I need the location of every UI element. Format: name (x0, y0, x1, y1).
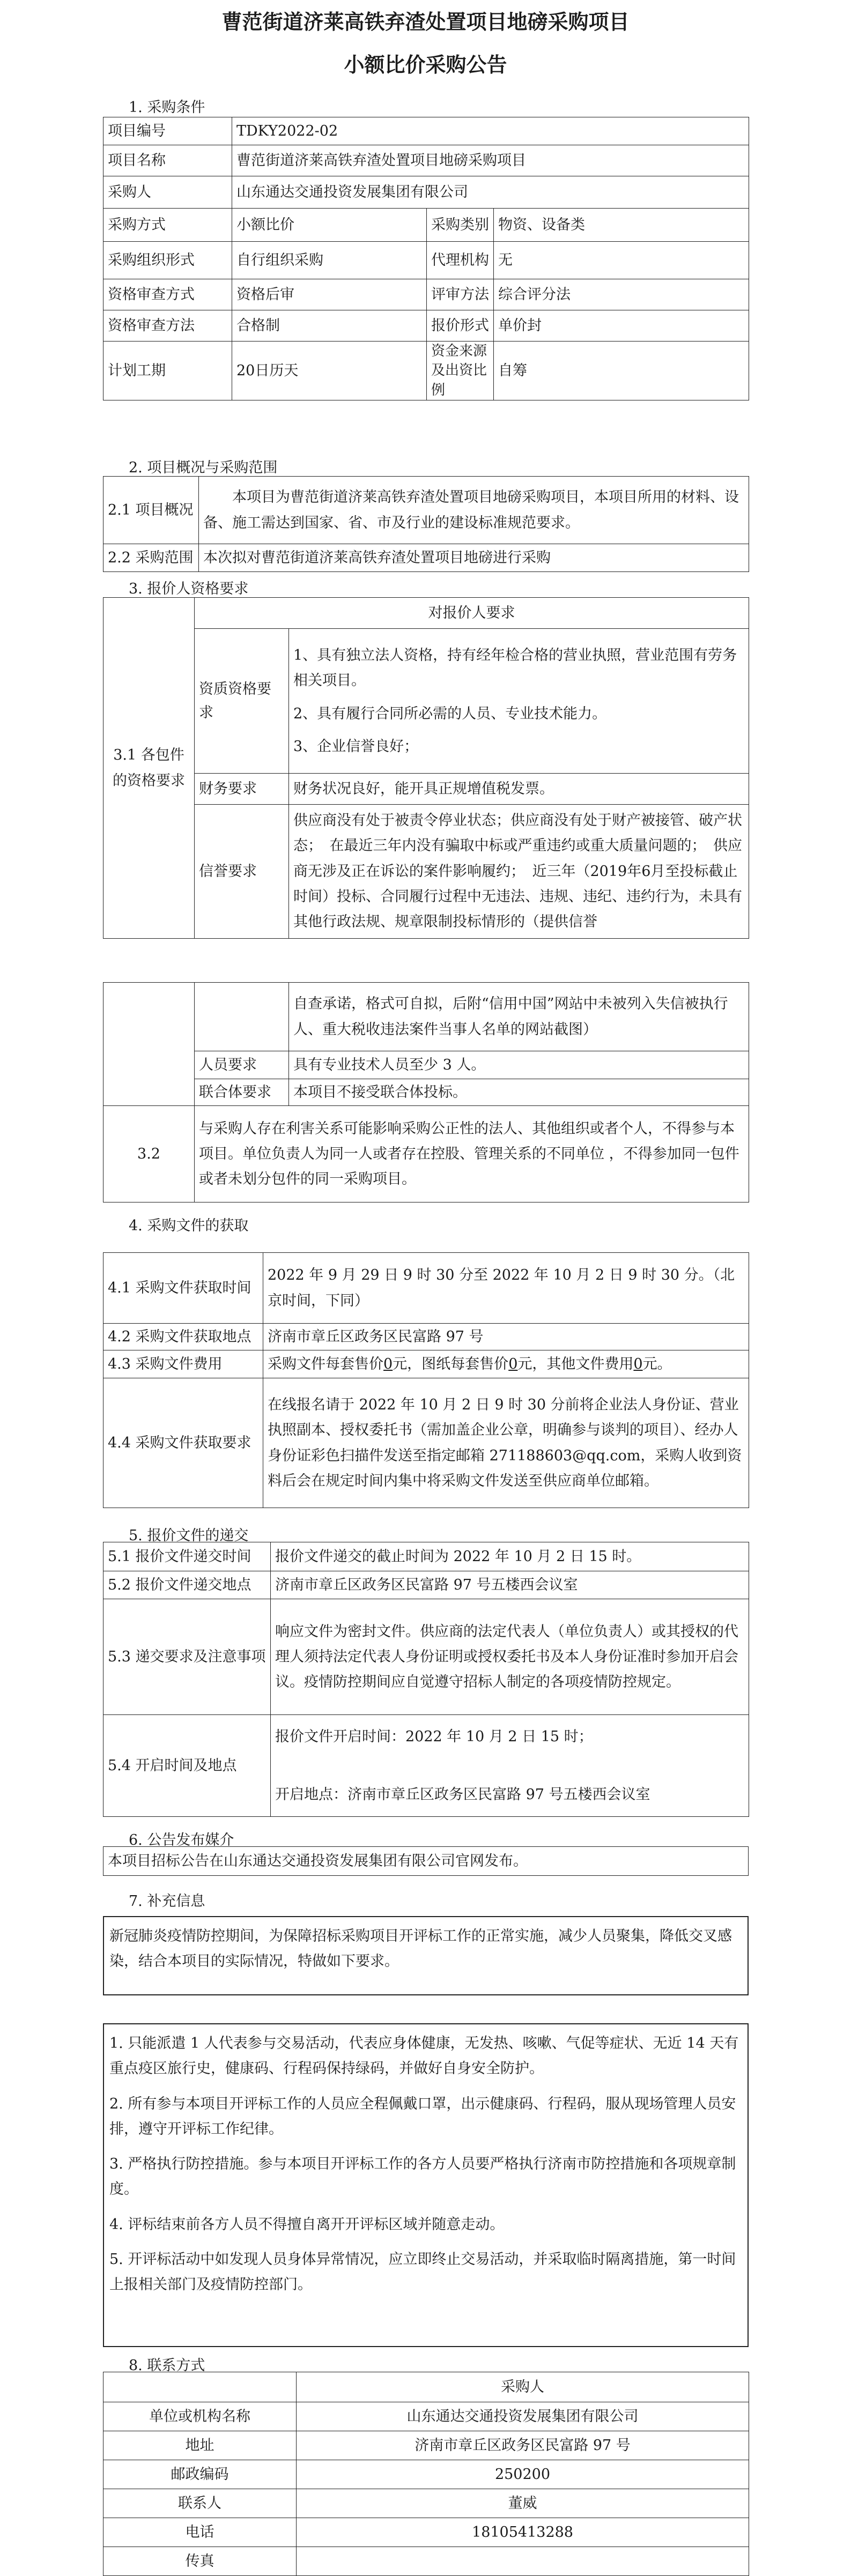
agent: 无 (494, 242, 749, 279)
media-text: 本项目招标公告在山东通达交通投资发展集团有限公司官网发布。 (103, 1847, 749, 1876)
credit-cont: 自查承诺，格式可自拟，后附“信用中国”网站中未被列入失信被执行人、重大税收违法案件当事人名单的网站截图） (289, 983, 749, 1051)
fee-text: 元，图纸每套售价 (393, 1355, 509, 1372)
fund: 自筹 (494, 342, 749, 400)
list-item: 4. 评标结束前各方人员不得擅自离开开评标区域并随意走动。 (109, 2216, 505, 2233)
label: 评审方法 (427, 279, 494, 310)
contact-col-header: 采购人 (297, 2372, 749, 2402)
eval-method: 综合评分法 (494, 279, 749, 310)
supplement-intro: 新冠肺炎疫情防控期间，为保障招标采购项目开评标工作的正常实施，减少人员聚集，降低交叉感染，结合本项目的实际情况，特做如下要求。 (109, 1928, 732, 1970)
label: 财务要求 (195, 774, 289, 805)
submit-notes: 响应文件为密封文件。供应商的法定代表人（单位负责人）或其授权的代理人须持法定代表人身份证明或授权委托书及本人身份证准时参加开启会议。疫情防控期间应自觉遵守招标人制定的各项疫情防控规定。 (271, 1599, 749, 1715)
period: 20日历天 (232, 342, 427, 400)
label: 采购组织形式 (103, 242, 232, 279)
buyer: 山东通达交通投资发展集团有限公司 (232, 176, 749, 209)
list-item: 1. 只能派遣 1 人代表参与交易活动，代表应身体健康，无发热、咳嗽、气促等症状、无近 14 天有重点疫区旅行史，健康码、行程码保持绿码，并做好自身安全防护。 (109, 2035, 739, 2077)
empty (103, 2372, 297, 2402)
overview-table (103, 476, 749, 572)
obtain-fee (263, 1350, 749, 1378)
obtain-table (103, 1252, 749, 1508)
label: 采购类别 (427, 209, 494, 242)
media-table (103, 1846, 749, 1876)
section-3-heading: 3. 报价人资格要求 (129, 581, 249, 597)
contact-value: 山东通达交通投资发展集团有限公司 (297, 2402, 749, 2431)
label: 联合体要求 (195, 1079, 289, 1106)
obtain-req: 在线报名请于 2022 年 10 月 2 日 9 时 30 分前将企业法人身份证、营业执照副本、授权委托书（需加盖企业公章，明确参与谈判的项目）、经办人身份证彩色扫描件发送至指定邮箱 271188603@qq.com，采购人收到资料后会在规定时间内集中将采购文件发送至供应商单位邮箱。 (263, 1378, 749, 1508)
method: 小额比价 (232, 209, 427, 242)
deadline: 报价文件递交的截止时间为 2022 年 10 月 2 日 15 时。 (271, 1542, 749, 1571)
n32-label: 3.2 (103, 1106, 195, 1202)
section-8-heading: 8. 联系方式 (129, 2357, 205, 2374)
fee-value: 0 (633, 1355, 643, 1372)
project-no: TDKY2022-02 (232, 117, 749, 145)
label: 4.3 采购文件费用 (103, 1350, 263, 1378)
label: 2.2 采购范围 (103, 544, 199, 572)
label: 5.3 递交要求及注意事项 (103, 1599, 271, 1715)
contact-label: 地址 (103, 2431, 297, 2460)
notice-title: 曹范街道济莱高铁弃渣处置项目地磅采购项目 (221, 10, 630, 34)
obtain-place: 济南市章丘区政务区民富路 97 号 (263, 1324, 749, 1350)
qual-item: 1、具有独立法人资格，持有经年检合格的营业执照，营业范围有劳务相关项目。 (293, 647, 737, 689)
category: 物资、设备类 (494, 209, 749, 242)
obtain-time: 2022 年 9 月 29 日 9 时 30 分至 2022 年 10 月 2 日 9 时 30 分。（北京时间，下同） (263, 1253, 749, 1324)
qual-method: 资格后审 (232, 279, 427, 310)
overview-text: 本项目为曹范街道济莱高铁弃渣处置项目地磅采购项目，本项目所用的材料、设备、施工需达到国家、省、市及行业的建设标准规范要求。 (199, 477, 749, 544)
label: 计划工期 (103, 342, 232, 400)
label: 采购人 (103, 176, 232, 209)
contact-value: 18105413288 (297, 2518, 749, 2547)
section-1-heading: 1. 采购条件 (129, 99, 205, 116)
project-name: 曹范街道济莱高铁弃渣处置项目地磅采购项目 (232, 145, 749, 176)
label: 人员要求 (195, 1051, 289, 1079)
qual-item: 3、企业信誉良好； (293, 738, 419, 755)
finance: 财务状况良好，能开具正规增值税发票。 (289, 774, 749, 805)
label: 4.4 采购文件获取要求 (103, 1378, 263, 1508)
label: 信誉要求 (195, 805, 289, 939)
contact-value: 250200 (297, 2460, 749, 2489)
contact-value (297, 2547, 749, 2576)
qual-item: 2、具有履行合同所必需的人员、专业技术能力。 (293, 705, 607, 722)
qualification-table-b (103, 982, 749, 1202)
submit-place: 济南市章丘区政务区民富路 97 号五楼西会议室 (271, 1571, 749, 1599)
list-item: 5. 开评标活动中如发现人员身体异常情况，应立即终止交易活动，并采取临时隔离措施，第一时间上报相关部门及疫情防控部门。 (109, 2251, 736, 2293)
req-header: 对报价人要求 (195, 598, 749, 629)
fee-text: 采购文件每套售价 (268, 1355, 383, 1372)
supplement-intro-box (103, 1916, 749, 1995)
label: 项目名称 (103, 145, 232, 176)
section-2-heading: 2. 项目概况与采购范围 (129, 459, 278, 476)
fee-value: 0 (383, 1355, 393, 1372)
open-info (271, 1715, 749, 1817)
label: 5.2 报价文件递交地点 (103, 1571, 271, 1599)
staff: 具有专业技术人员至少 3 人。 (289, 1051, 749, 1079)
quote-form: 单价封 (494, 310, 749, 342)
label: 资格审查方法 (103, 310, 232, 342)
label: 代理机构 (427, 242, 494, 279)
supplement-list-box (103, 2023, 749, 2347)
fee-text: 元。 (642, 1355, 672, 1372)
label: 项目编号 (103, 117, 232, 145)
fee-value: 0 (508, 1355, 518, 1372)
contact-value: 济南市章丘区政务区民富路 97 号 (297, 2431, 749, 2460)
label: 采购方式 (103, 209, 232, 242)
qualification-table-a (103, 597, 749, 939)
contact-label: 传真 (103, 2547, 297, 2576)
contact-value: 董威 (297, 2489, 749, 2518)
fee-text: 元，其他文件费用 (517, 1355, 634, 1372)
scope-text: 本次拟对曹范街道济莱高铁弃渣处置项目地磅进行采购 (199, 544, 749, 572)
credit-text (289, 805, 749, 939)
credit-body: 供应商没有处于被责令停业状态；供应商没有处于财产被接管、破产状态； 在最近三年内没有骗取中标或严重违约或重大质量问题的； 供应商无涉及正在诉讼的案件影响履约； 近三年（2019年6月至投标截止时间）投标、合同履行过程中无违法、违规、违纪、违约行为，未具有其他行政法规、规章限制投标情形的（提供信誉 (293, 812, 742, 930)
req-label: 3.1 各包件的资格要求 (103, 598, 195, 939)
empty (195, 983, 289, 1051)
section-4-heading: 4. 采购文件的获取 (129, 1218, 249, 1234)
label: 资金来源及出资比例 (427, 342, 494, 400)
empty (103, 983, 195, 1106)
label: 4.1 采购文件获取时间 (103, 1253, 263, 1324)
label: 5.1 报价文件递交时间 (103, 1542, 271, 1571)
label: 5.4 开启时间及地点 (103, 1715, 271, 1817)
notice-subtitle: 小额比价采购公告 (344, 53, 507, 77)
list-item: 3. 严格执行防控措施。参与本项目开评标工作的各方人员要严格执行济南市防控措施和各项规章制度。 (109, 2156, 736, 2198)
qual-content (289, 629, 749, 774)
label: 资质资格要求 (195, 629, 289, 774)
contact-table (103, 2372, 749, 2576)
qual-way: 合格制 (232, 310, 427, 342)
label: 报价形式 (427, 310, 494, 342)
contact-label: 邮政编码 (103, 2460, 297, 2489)
purchase-conditions-table (103, 117, 749, 400)
contact-label: 联系人 (103, 2489, 297, 2518)
open-place: 开启地点：济南市章丘区政务区民富路 97 号五楼西会议室 (275, 1786, 650, 1803)
section-6-heading: 6. 公告发布媒介 (129, 1832, 234, 1849)
label: 4.2 采购文件获取地点 (103, 1324, 263, 1350)
section-5-heading: 5. 报价文件的递交 (129, 1527, 249, 1544)
joint: 本项目不接受联合体投标。 (289, 1079, 749, 1106)
contact-label: 单位或机构名称 (103, 2402, 297, 2431)
list-item: 2. 所有参与本项目开评标工作的人员应全程佩戴口罩，出示健康码、行程码，服从现场管理人员安排，遵守开评标工作纪律。 (109, 2095, 736, 2137)
open-time: 报价文件开启时间：2022 年 10 月 2 日 15 时； (275, 1728, 593, 1746)
section-7-heading: 7. 补充信息 (129, 1893, 205, 1910)
submit-table (103, 1542, 749, 1817)
label: 2.1 项目概况 (103, 477, 199, 544)
label: 资格审查方式 (103, 279, 232, 310)
supplement-list (104, 2024, 748, 2304)
org-form: 自行组织采购 (232, 242, 427, 279)
contact-label: 电话 (103, 2518, 297, 2547)
n32-text: 与采购人存在利害关系可能影响采购公正性的法人、其他组织或者个人，不得参与本项目。单位负责人为同一人或者存在控股、管理关系的不同单位 ，不得参加同一包件或者未划分包件的同一采购项目。 (195, 1106, 749, 1202)
